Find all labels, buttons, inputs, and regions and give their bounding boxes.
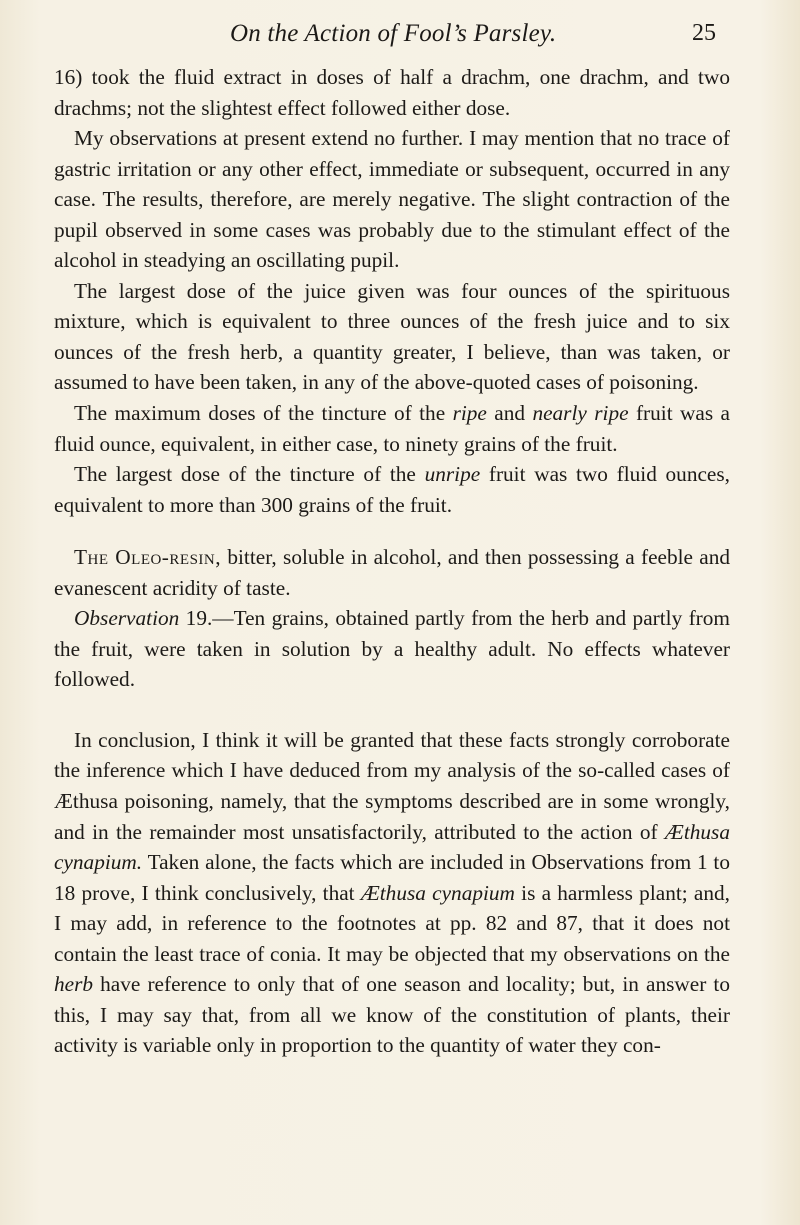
paragraph-conclusion <box>54 725 730 1061</box>
italic-species-name: Æthusa cynapium <box>360 880 515 905</box>
running-head <box>60 20 716 56</box>
italic-herb: herb <box>54 972 94 997</box>
text-run: fruit was a fluid ounce, equivalent, in either case, to ninety grains of the fruit. <box>54 401 730 456</box>
italic-nearly-ripe: nearly ripe <box>532 401 629 426</box>
body-text <box>54 62 730 1061</box>
observation-label: Observation <box>74 606 180 631</box>
text-run: 19.—Ten grains, obtained partly from the herb and partly from the fruit, were taken in solution by a healthy adult. No effects whatever followed. <box>54 606 730 692</box>
italic-unripe: unripe <box>424 462 481 487</box>
text-run: The maximum doses of the tincture of the <box>74 401 453 426</box>
section-heading-oleo-resin: The Oleo-resin, <box>74 545 222 570</box>
paragraph-oleo-resin <box>54 542 730 603</box>
italic-ripe: ripe <box>452 401 487 426</box>
paragraph-largest-dose-juice: The largest dose of the juice given was four ounces of the spirituous mixture, which is equivalent to three ounces of the fresh juice and to six ounces of the fresh herb, a quantity greater, I believe, than was taken, or assumed to have been taken, in any of the above-quoted cases of poisoning. <box>54 278 730 395</box>
text-run: The largest dose of the tincture of the <box>74 462 425 487</box>
text-run: is a harmless plant; and, I may add, in reference to the footnotes at pp. 82 and 87, that it does not contain the least trace of conia. It may be objected that my observations on the <box>54 880 730 966</box>
text-run: Taken alone, the facts which are included in Observations from 1 to 18 prove, I think conclusively, that <box>54 850 730 905</box>
text-run: have reference to only that of one season and locality; but, in answer to this, I may say that, from all we know of the constitution of plants, their activity is variable only in proportion to the quantity of water they con- <box>54 972 730 1058</box>
running-title: On the Action of Fool’s Parsley. <box>230 20 557 47</box>
text-run: bitter, soluble in alcohol, and then possessing a feeble and evanescent acridity of taste. <box>54 545 731 600</box>
paragraph-observation-19 <box>54 603 730 695</box>
text-run: fruit was two fluid ounces, equivalent to more than 300 grains of the fruit. <box>54 462 731 517</box>
italic-species-name: Æthusa cynapium. <box>54 819 730 875</box>
text-run: and <box>486 401 533 426</box>
paragraph-largest-dose-unripe <box>54 459 730 520</box>
paragraph-maximum-doses-tincture <box>54 398 730 459</box>
paragraph-continuation: 16) took the fluid extract in doses of half a drachm, one drachm, and two drachms; not the slightest effect followed either dose. <box>54 65 730 120</box>
page-number: 25 <box>692 20 716 46</box>
paragraph-observations: My observations at present extend no further. I may mention that no trace of gastric irritation or any other effect, immediate or subsequent, occurred in any case. The results, therefore, are merely negative. The slight contraction of the pupil observed in some cases was probably due to the stimulant effect of the alcohol in steadying an oscillating pupil. <box>54 126 730 273</box>
text-run: In conclusion, I think it will be granted that these facts strongly corroborate the inference which I have deduced from my analysis of the so-called cases of Æthusa poisoning, namely, that the symptoms described are in some wrongly, and in the remainder most unsatisfactorily, attributed to the action of <box>54 727 730 844</box>
